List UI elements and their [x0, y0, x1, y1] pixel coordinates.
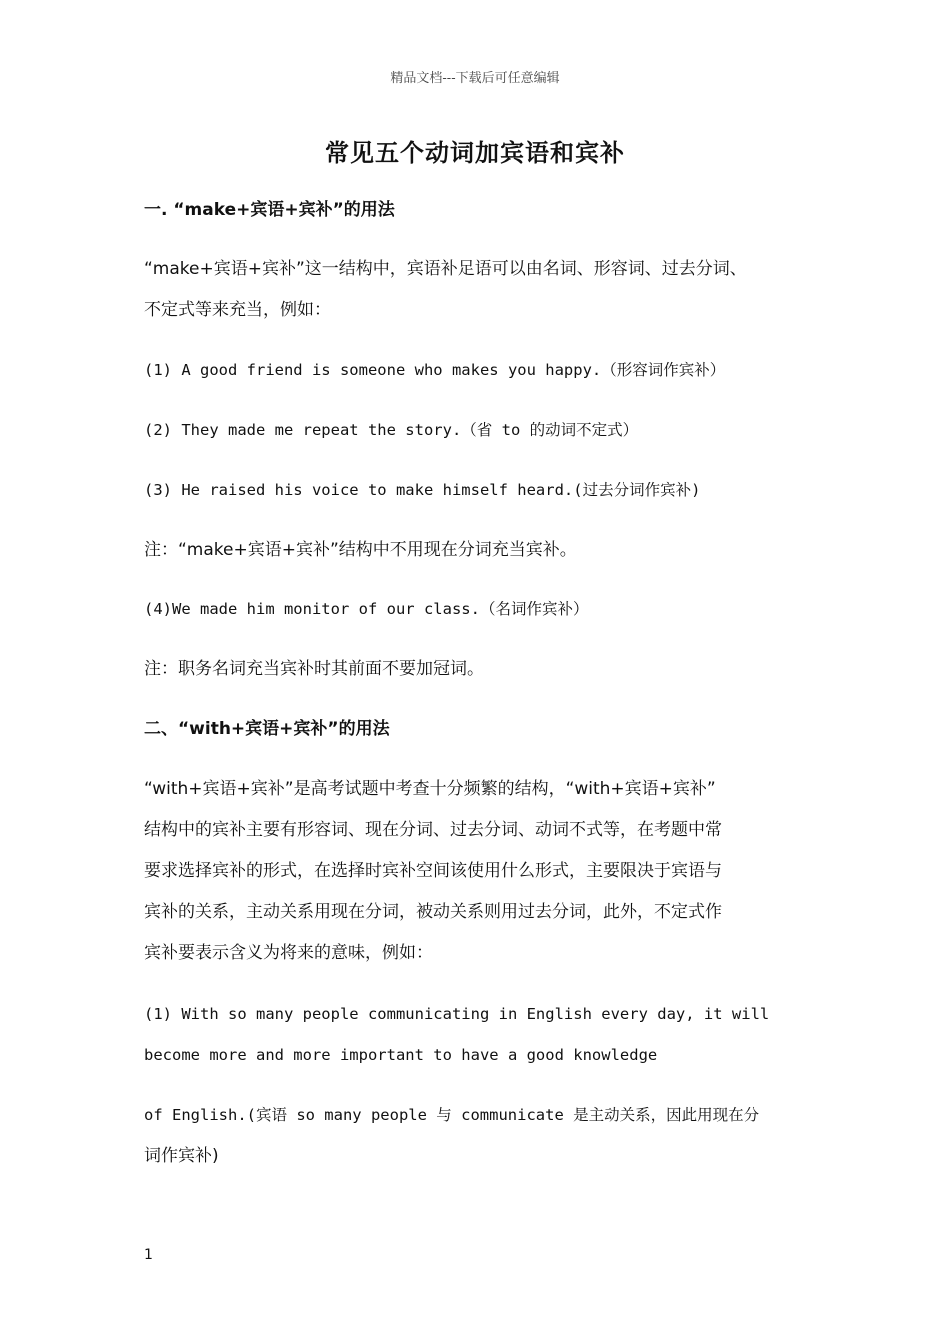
document-title: 常见五个动词加宾语和宾补	[325, 138, 625, 167]
section-2-example-1-line-1: (1) With so many people communicating in English every day, it will	[144, 1005, 770, 1023]
section-1-example-4: (4)We made him monitor of our class.（名词作宾补）	[144, 600, 589, 618]
section-1-example-3: (3) He raised his voice to make himself heard.(过去分词作宾补)	[144, 481, 701, 499]
section-2-paragraph-line-2: 结构中的宾补主要有形容词、现在分词、过去分词、动词不式等，在考题中常	[144, 820, 722, 840]
section-1-example-1: (1) A good friend is someone who makes you happy.（形容词作宾补）	[144, 361, 726, 379]
section-1-heading: 一. “make+宾语+宾补”的用法	[144, 200, 395, 220]
section-2-paragraph-line-3: 要求选择宾补的形式，在选择时宾补空间该使用什么形式，主要限决于宾语与	[144, 861, 722, 881]
section-2-example-1-line-4: 词作宾补)	[144, 1146, 219, 1166]
section-2-paragraph-line-1: “with+宾语+宾补”是高考试题中考查十分频繁的结构，“with+宾语+宾补”	[144, 779, 716, 799]
section-2-paragraph-line-5: 宾补要表示含义为将来的意味，例如：	[144, 943, 433, 963]
section-2-paragraph-line-4: 宾补的关系，主动关系用现在分词，被动关系则用过去分词，此外，不定式作	[144, 902, 722, 922]
page-header: 精品文档---下载后可任意编辑	[390, 71, 560, 86]
section-1-intro-line-1: “make+宾语+宾补”这一结构中，宾语补足语可以由名词、形容词、过去分词、	[144, 259, 747, 279]
section-1-note-1: 注：“make+宾语+宾补”结构中不用现在分词充当宾补。	[144, 540, 577, 560]
section-2-example-1-line-2: become more and more important to have a good knowledge	[144, 1046, 658, 1064]
section-1-example-2: (2) They made me repeat the story.（省 to 的动词不定式）	[144, 421, 639, 439]
section-1-note-2: 注：职务名词充当宾补时其前面不要加冠词。	[144, 659, 484, 679]
page-number: 1	[144, 1247, 153, 1263]
section-2-example-1-line-3: of English.(宾语 so many people 与 communicate 是主动关系，因此用现在分	[144, 1106, 760, 1124]
section-1-intro-line-2: 不定式等来充当，例如：	[144, 300, 331, 320]
section-2-heading: 二、“with+宾语+宾补”的用法	[144, 719, 390, 739]
